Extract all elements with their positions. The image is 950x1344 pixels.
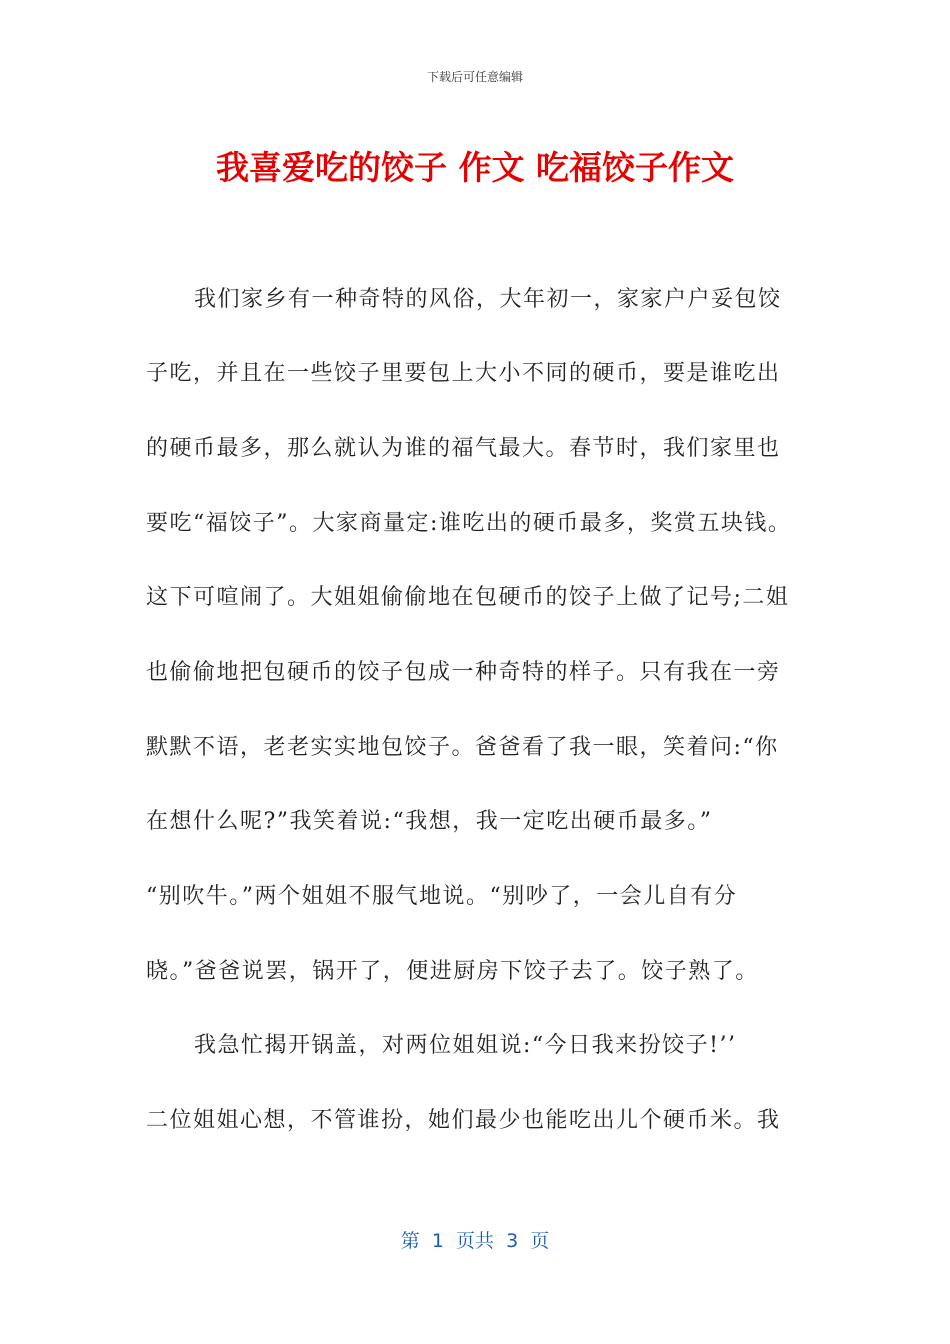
- body-line: 我急忙揭开锅盖，对两位姐姐说:“今日我来扮饺子!’’: [194, 1033, 737, 1058]
- document-title: 我喜爱吃的饺子 作文 吃福饺子作文: [216, 148, 734, 187]
- body-line: 也偷偷地把包硬币的饺子包成一种奇特的样子。只有我在一旁: [146, 660, 781, 685]
- body-line: 在想什么呢?”我笑着说:“我想，我一定吃出硬币最多。”: [146, 809, 713, 834]
- body-line: 默默不语，老老实实地包饺子。爸爸看了我一眼，笑着问:“你: [146, 735, 779, 760]
- body-line: 二位姐姐心想，不管谁扮，她们最少也能吃出儿个硬币米。我: [146, 1108, 781, 1133]
- page-number-footer: 第 1 页共 3 页: [400, 1230, 550, 1252]
- header-note: 下载后可任意编辑: [426, 70, 523, 84]
- body-line: 我们家乡有一种奇特的风俗，大年初一，家家户户妥包饺: [194, 287, 782, 312]
- body-line: 晓。”爸爸说罢，锅开了，便进厨房下饺子去了。饺子熟了。: [146, 959, 759, 984]
- body-line: 要吃“福饺子”。大家商量定:谁吃出的硬币最多，奖赏五块钱。: [146, 511, 792, 536]
- body-line: 的硬币最多，那么就认为谁的福气最大。春节时，我们家里也: [146, 436, 781, 461]
- body-line: 这下可喧闹了。大姐姐偷偷地在包硬币的饺子上做了记号;二姐: [146, 585, 790, 610]
- body-line: “别吹牛。”两个姐姐不服气地说。“别吵了，一会儿自有分: [146, 884, 738, 909]
- body-line: 子吃，并且在一些饺子里要包上大小不同的硬币，要是谁吃出: [146, 361, 781, 386]
